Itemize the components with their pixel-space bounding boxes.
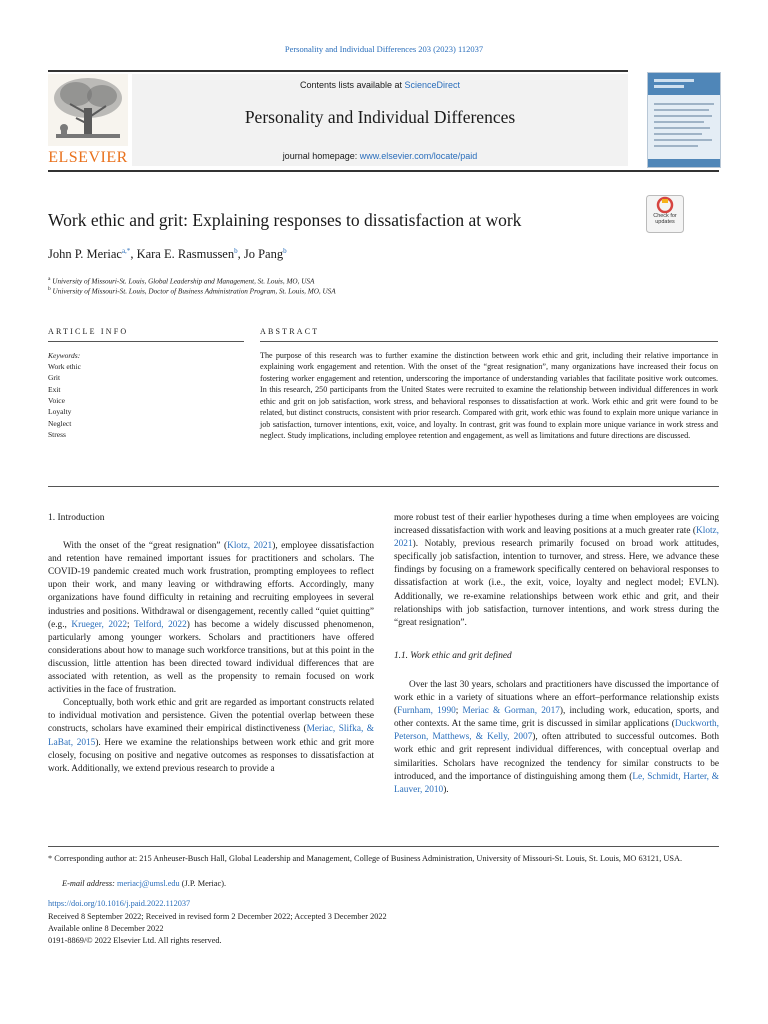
header-top-rule (48, 70, 628, 72)
introduction-heading: 1. Introduction (48, 513, 105, 523)
author-affiliation-mark[interactable]: b (234, 247, 238, 255)
paragraph-text: ). Notably, previous research primarily focused on broad work attitudes, specifically job satisfaction, intention to turnover, and stress. Here, we advance these findings by focusing on a framework specifically centered on behavioral responses to dissatisfaction at work (i.e., the exit, voice, loyalty and neglect model; EVLN). Additionally, we re-examine relationships between work ethic and grit, and their relationships with job satisfaction, turnover intentions, and work stress during the “great resignation”. (394, 539, 719, 628)
author-name[interactable]: Jo Pang (243, 247, 284, 262)
abstract-heading: ABSTRACT (260, 327, 320, 336)
homepage-prefix: journal homepage: (282, 151, 360, 161)
body-paragraph (394, 512, 719, 630)
homepage-line (132, 151, 628, 161)
header-bottom-rule (48, 170, 719, 172)
doi-link[interactable]: https://doi.org/10.1016/j.paid.2022.112037 (48, 899, 191, 908)
body-paragraph (48, 540, 374, 697)
citation-link[interactable]: Meriac, Slifka, & LaBat, 2015 (48, 724, 375, 748)
keyword: Stress (48, 429, 66, 439)
available-online: Available online 8 December 2022 (48, 924, 164, 933)
article-info-heading: ARTICLE INFO (48, 327, 129, 336)
paragraph-text: Conceptually, both work ethic and grit are regarded as important constructs related to individual motivation and persistence. Given the potential overlap between these constructs, scholars have examined their empirical distinctiveness ( (48, 698, 374, 735)
running-head[interactable]: Personality and Individual Differences 203 (2023) 112037 (284, 44, 484, 54)
paragraph-text: ). Here we examine the relationships between work ethic and grit more closely, focusing on positive and negative outcomes as responses to dissatisfaction at work. Additionally, we extend previous research to provide a (48, 737, 374, 774)
paragraph-text: ) has become a widely discussed phenomenon, particularly among younger workers. Scholars and practitioners have offered considerations about how to manage such workforce transitions, but at this point in the discussion, little attention has been directed toward individual differences that are associated with retention, as well as the propensity to remain focused on work activities in the face of frustration. (48, 619, 374, 696)
body-left-column (48, 512, 374, 776)
corresponding-author-note: * Corresponding author at: 215 Anheuser-Busch Hall, Global Leadership and Management, College of Business Administration, University of Missouri-St. Louis, St. Louis, MO 63121, USA. (48, 854, 683, 863)
citation-link[interactable]: Le, Schmidt, Harter, & Lauver, 2010 (394, 771, 720, 795)
contents-prefix: Contents lists available at (299, 80, 405, 90)
paragraph-text: ; (127, 619, 134, 630)
footnote-rule (48, 846, 719, 847)
author-affiliation-mark[interactable]: b (283, 247, 287, 255)
affiliation-mark: a (48, 276, 51, 282)
body-paragraph (48, 697, 374, 776)
affiliation-text: University of Missouri-St. Louis, Global Leadership and Management, St. Louis, MO, USA (52, 277, 315, 286)
paragraph-text: ), often attributed to successful outcomes. Both work ethic and grit represent individual differences, with conceptual overlap and similarities. Scholars have recognized the tendency for similar constructs to be introduced, and the importance of distinguishing among them ( (394, 732, 719, 782)
abstract-rule (260, 341, 718, 342)
article-title: Work ethic and grit: Explaining responses to dissatisfaction at work (48, 210, 522, 230)
keyword: Exit (48, 384, 61, 394)
affiliation (48, 286, 336, 295)
contents-line (132, 80, 628, 90)
keyword: Voice (48, 395, 65, 405)
cover-icon (648, 73, 720, 167)
abstract-text: The purpose of this research was to further examine the distinction between work ethic and grit, including their relative importance in explaining work engagement and retention. With the onset of the “great resignation”, many organizations have increased their focus on fostering worker engagement and retention, underscoring the importance of understanding variables that facilitate positive work outcomes. In this research, 250 participants from the United States were recruited to examine the relationship between individual differences in work ethic and grit on job satisfaction, work stress, and behavioral responses to dissatisfaction at work. Work ethic and grit were found to be related, but distinct constructs, consistent with prior research. Compared with grit, work ethic was found to explain more unique variance in job satisfaction, turnover intentions, exit, voice, and loyalty. In contrast, grit was found to explain more unique variance in work stress and neglect. Study implications, including employee retention and engagement, as well as limitations and future directions are discussed. (260, 351, 718, 441)
email-line (62, 878, 226, 890)
copyright-line: 0191-8869/© 2022 Elsevier Ltd. All rights reserved. (48, 936, 222, 945)
sciencedirect-link[interactable]: ScienceDirect (404, 80, 461, 90)
paragraph-text: more robust test of their earlier hypotheses during a time when employees are voicing increased dissatisfaction with work and leaving positions at a much greater rate ( (394, 513, 719, 537)
body-paragraph (394, 679, 719, 797)
paragraph-text: ). (443, 784, 449, 795)
keyword: Grit (48, 373, 61, 383)
keywords-label: Keywords: (48, 351, 81, 360)
paragraph-text: With the onset of the “great resignation” ( (63, 541, 228, 552)
author-name[interactable]: John P. Meriac (48, 247, 122, 262)
affiliation-text: University of Missouri-St. Louis, Doctor of Business Administration Program, St. Louis, MO, USA (52, 287, 336, 296)
received-dates: Received 8 September 2022; Received in revised form 2 December 2022; Accepted 3 December 2022 (48, 912, 387, 921)
citation-link[interactable]: Klotz, 2021 (394, 526, 719, 550)
publisher-name: ELSEVIER (48, 149, 128, 166)
check-updates-label[interactable]: Check for updates (653, 213, 677, 225)
paragraph-text: ), employee dissatisfaction and retention have remained important issues for practitioners and scholars. The COVID-19 pandemic created much work frustration, prompting employees to reflect upon their work, and many leaving or withdrawing efforts. Accordingly, many organizations have found difficulty in retaining and recruiting employees in several industries and positions. Withdrawal or disengagement, recently called “quiet quitting” (e.g., (48, 541, 374, 630)
subsection-heading: 1.1. Work ethic and grit defined (394, 650, 512, 661)
citation-link[interactable]: Furnham, 1990 (397, 706, 456, 717)
author-name[interactable]: Kara E. Rasmussen (136, 247, 235, 262)
journal-title: Personality and Individual Differences (244, 107, 516, 127)
paragraph-text: Over the last 30 years, scholars and practitioners have discussed the importance of work ethic in a variety of situations where an effort–performance relationship exists ( (394, 679, 719, 717)
email-link[interactable]: meriacj@umsl.edu (117, 879, 180, 888)
body-right-column (394, 512, 719, 797)
email-label: E-mail address: (62, 879, 117, 888)
homepage-link[interactable]: www.elsevier.com/locate/paid (359, 151, 478, 161)
keyword: Neglect (48, 418, 72, 428)
citation-link[interactable]: Krueger, 2022 (71, 619, 127, 630)
paragraph-text: ), including work, education, sports, and other contexts. At the same time, grit is discussed in similar applications ( (394, 706, 719, 730)
affiliation-mark: b (48, 286, 51, 292)
keyword: Loyalty (48, 407, 72, 417)
paragraph-text: ; (455, 706, 463, 717)
abstract-bottom-rule (48, 486, 719, 487)
citation-link[interactable]: Telford, 2022 (134, 619, 187, 630)
journal-cover-thumbnail (647, 72, 721, 168)
author-affiliation-mark[interactable]: a,* (121, 247, 131, 255)
keyword: Work ethic (48, 362, 81, 371)
article-info-rule (48, 341, 244, 342)
citation-link[interactable]: Duckworth, Peterson, Matthews, & Kelly, 2007 (394, 719, 719, 743)
author-list: John P. Meriac$^{a,*}$, Kara E. Rasmussen$^b$, Jo Pang$^b$ (48, 247, 287, 262)
tree-logo-icon (48, 74, 128, 146)
affiliation (48, 276, 314, 285)
email-suffix: (J.P. Meriac). (179, 879, 227, 888)
citation-link[interactable]: Meriac & Gorman, 2017 (462, 706, 560, 717)
citation-link[interactable]: Klotz, 2021 (227, 541, 273, 552)
